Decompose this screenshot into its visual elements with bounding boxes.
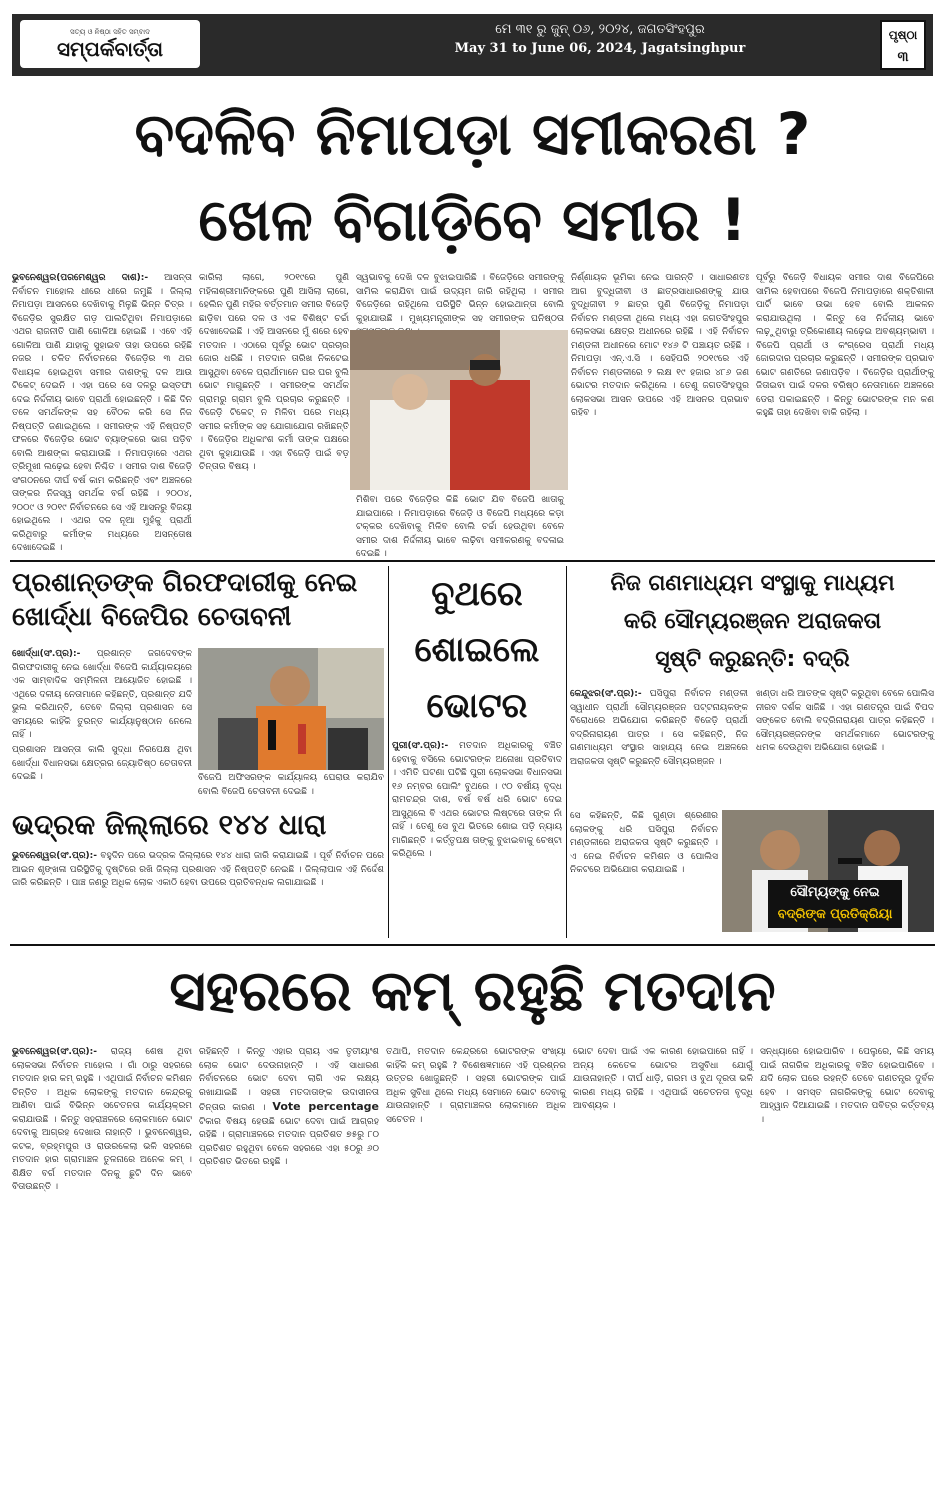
divider-rule (10, 560, 935, 562)
urban-col4: ଭୋଟ ଦେବା ପାଇଁ ଏକ କାରଣ ହୋଇପାରେ ନାହିଁ । ଅନ୍ୟ କେତେକ ଭୋଟର ଅସୁବିଧା ଯୋଗୁଁ ଯାଉନାହାନ୍ତି । ଦୀର୍ଘ ଧାଡ଼ି, ଗରମ ଓ ବୁଥ ଦୂରତା ଭଳି କାରଣ ମଧ୍ୟ ରହିଛି । ଏଥିପାଇଁ ସଚେତନତା ବୃଦ୍ଧି ଆବଶ୍ୟକ । (573, 1047, 753, 1111)
lead-col3: ସ୍ୱଭାବକୁ ଦେଖି ଦଳ ବୁଝାଇପାରିଛି । ବିଜେଡ଼ିରେ ସମୀରଙ୍କୁ ସାମିଲ କରାଯିବା ପାଇଁ ଉଦ୍ୟମ ଜାରି ରହିଥିଲା । ସମୀର ବିଜେଡ଼ିରେ ରହିଥିଲେ ପରିସ୍ଥିତି ଭିନ୍ନ ହୋଇଥାନ୍ତା ବୋଲି କୁହାଯାଉଛି । ମୁଖ୍ୟମନ୍ତ୍ରୀଙ୍କ ସହ ସମୀରଙ୍କ ଘନିଷ୍ଠତା (356, 273, 564, 324)
badri-headline-line1: ନିଜ ଗଣମାଧ୍ୟମ ସଂସ୍ଥାକୁ ମାଧ୍ୟମ (610, 571, 895, 596)
lead-col4: ନିର୍ଣ୍ଣାୟକ ଭୂମିକା ନେଇ ପାରନ୍ତି । ସାଧାରଣତଃ ଆଗ ବୁଦ୍ଧିଜୀବୀ ଓ ଛାତ୍ରସାଧାରଣଙ୍କୁ ଯାଉ ବୁଦ୍ଧିଜୀବୀ ୨ ଛାତ୍ର ପୁଣି ବିଜେଡ଼ିକୁ ନିମାପଡ଼ା ନିର୍ବାଚନ ମଣ୍ଡଳୀ ଥିଲେ ମଧ୍ୟ ଏହା ଜଗତସିଂହପୁର ଲୋକସଭା କ୍ଷେତ୍ର ଅଧୀନରେ ରହିଛି । ଏହି ନିର୍ବାଚନ ମଣ୍ଡଳୀ ଅଧୀନରେ ମୋଟ ୧୪୬ ଟି ପଞ୍ଚାୟତ ରହିଛି । ନିମାପଡ଼ା ଏନ୍.ଏ.ସି । ସେହିପରି ୨୦୧୯ରେ ଏହି ନିର୍ବାଚନ ମଣ୍ଡଳୀରେ ୨ ଲକ୍ଷ ୧୯ ହଜାର ୪୮୬ ଜଣ ଭୋଟର ମତଦାନ କରିଥିଲେ । ତେଣୁ ଜଗତସିଂହପୁର ଲୋକସଭା ଆସନ ଉପରେ ଏହି ଆସନର ପ୍ରଭାବ ରହିବ । (571, 273, 749, 418)
caption-line1: ସୌମ୍ୟଙ୍କୁ ନେଇ (790, 885, 880, 900)
arrest-photo-image (198, 648, 384, 770)
lead-col5: ପୂର୍ବରୁ ବିଜେଡ଼ି ବିଧାୟକ ସମୀର ଦାଶ ବିଜେପିରେ ସାମିଲ ହେବାପରେ ବିଜେପି ନିମାପଡ଼ାରେ ଶକ୍ତିଶାଳୀ ପାର୍ଟି ଭାବେ ଉଭା ହେବ ବୋଲି ଆକଳନ କରାଯାଉଥିଲା । କିନ୍ତୁ ସେ ନିର୍ଦ୍ଦଳୀୟ ଭାବେ ଲଢ଼ୁଥିବାରୁ ତ୍ରିକୋଣୀୟ ଲଢ଼େଇ ଅବଶ୍ୟମ୍ଭାବୀ । ବିଜେପି ପ୍ରାର୍ଥୀ ଓ କଂଗ୍ରେସ ପ୍ରାର୍ଥୀ ମଧ୍ୟ ଜୋରଦାର ପ୍ରଚାର କରୁଛନ୍ତି । ସମୀରଙ୍କ ପ୍ରଭାବ ଭୋଟ ଗଣତିରେ ଜଣାପଡ଼ିବ । ବିଜେଡ଼ିର ପ୍ରାର୍ଥୀଙ୍କୁ ଜିତାଇବା ପାଇଁ ଦଳର ବରିଷ୍ଠ ନେତାମାନେ ଅଞ୍ଚଳରେ ଡେରା ପକାଇଛନ୍ତି । କିନ୍ତୁ ଭୋଟରଙ୍କ ମନ କଣ କହୁଛି ତାହା ଦେଖିବା ବାକି ରହିଲା । (756, 273, 934, 418)
bhadrak-body (12, 850, 384, 944)
badri-col1b: ସେ କହିଛନ୍ତି, କିଛି ଗୁଣ୍ଡା ଶ୍ରେଣୀର ଲୋକଙ୍କୁ ଧରି ଘସିପୁରା ନିର୍ବାଚନ ମଣ୍ଡଳୀରେ ଅରାଜକତା ସୃଷ୍ଟି କରୁଛନ୍ତି । ଏ ନେଇ ନିର୍ବାଚନ କମିଶନ ଓ ପୋଲିସ ନିକଟରେ ଅଭିଯୋଗ କରାଯାଇଛି । (570, 811, 718, 875)
lead-headline-line2: ଖେଳ ବିଗାଡ଼ିବେ ସମୀର ! (198, 186, 747, 254)
arrest-body3: ବିଜେପି ଅଫିସରଙ୍କ କାର୍ଯ୍ୟାଳୟ ଘେରାଉ କରାଯିବ ବୋଲି ବିଜେପି ଚେତାବନୀ ଦେଇଛି । (198, 773, 384, 797)
urban-col2b-text: ଟିକାର ବିଷୟ ହେଉଛି ଭୋଟ ଦେବା ପାଇଁ ଆଗ୍ରହ ରହିଛି । ଗ୍ରାମାଞ୍ଚଳରେ ମତଦାନ ପ୍ରତିଶତ ୭୫ରୁ ୮୦ ପ୍ରତିଶତ ରହୁଥିବା ବେଳେ ସହରରେ ଏହା ୫୦ରୁ ୬୦ ପ୍ରତିଶତ ଭିତରେ ରହୁଛି । (199, 1116, 379, 1167)
arrest-body-text: ପ୍ରଶାନ୍ତ ଜଗଦେବଙ୍କ ଗିରଫଦାରୀକୁ ନେଇ ଖୋର୍ଦ୍ଧା ବିଜେପି କାର୍ଯ୍ୟାଳୟରେ ଏକ ସାମ୍ବାଦିକ ସମ୍ମିଳନୀ ଆୟୋଜିତ ହୋଇଛି । ଏଥିରେ ଦଳୀୟ ନେତାମାନେ କହିଛନ୍ତି, ପ୍ରଶାନ୍ତ ଯଦି ଭୁଲ କରିଥାନ୍ତି, ତେବେ ଜିଲ୍ଲା ପ୍ରଶାସନ ସେ ସମୟରେ କାହିଁକି ତୁରନ୍ତ କାର୍ଯ୍ୟାନୁଷ୍ଠାନ ନେଲେ ନାହିଁ । (12, 649, 192, 740)
lead-dateline: ଭୁବନେଶ୍ୱର(ପରମେଶ୍ୱର ଦାଶ):- (12, 273, 149, 283)
urban-col2 (199, 1046, 379, 1486)
urban-col1 (12, 1046, 192, 1486)
lead-col1-text: ଆସନ୍ତା ନିର୍ବାଚନ ମାହୋଲ ଧୀରେ ଧୀରେ ଜମୁଛି । ଜିଲ୍ଲା ନିମାପଡ଼ା ଆସନରେ ଦେଖିବାକୁ ମିଳୁଛି ଭିନ୍ନ ଚିତ୍ର । ବିଜେଡ଼ିର ସୁରକ୍ଷିତ ଗଡ଼ ପାଲଟିଥିବା ନିମାପଡ଼ାରେ ଏଥର ରାଜନୀତି ପାଣି ଗୋଳିଆ ହୋଇଛି । ଏବେ ଏହି ଗୋଳିଆ ପାଣି ଯାହାକୁ ସୁହାଇବ ତାହା ଉପରେ ରହିଛି ନଜର । ଚଳିତ ନିର୍ବାଚନରେ ବିଜେଡ଼ିର ୩ ଥର ବିଧାୟକ ହୋଇଥିବା ସମୀର ଦାଶଙ୍କୁ ଦଳ ଆଉ ଟିକେଟ୍ ଦେଇନି । ଏହା ପରେ ସେ ଦଳରୁ ଇସ୍ତଫା ଦେଇ ନିର୍ଦ୍ଦଳୀୟ ଭାବେ ପ୍ରାର୍ଥୀ ହୋଇଛନ୍ତି । କିଛି ଦିନ ତଳେ ସମର୍ଥକଙ୍କ ସହ ବୈଠକ କରି ସେ ନିଜ ନିଷ୍ପତ୍ତି ଜଣାଇଥିଲେ । ସମୀରଙ୍କ ଏହି ନିଷ୍ପତ୍ତି ଫଳରେ ବିଜେଡ଼ିର ଭୋଟ ବ୍ୟାଙ୍କରେ ଭାଗ ପଡ଼ିବ ବୋଲି ଆଶଙ୍କା କରାଯାଉଛି । ନିମାପଡ଼ାରେ ଏଥର ତ୍ରିମୁଖୀ ଲଢ଼େଇ ହେବା ନିଶ୍ଚିତ । ସମୀର ଦାଶ ବିଜେଡ଼ି ସଂଗଠନରେ ଦୀର୍ଘ ବର୍ଷ କାମ କରିଛନ୍ତି ଏବଂ ଅଞ୍ଚଳରେ ତାଙ୍କର ନିଜସ୍ୱ ସମର୍ଥକ ବର୍ଗ ରହିଛି । ୨୦୦୪, ୨୦୦୯ ଓ ୨୦୧୯ ନିର୍ବାଚନରେ ସେ ଏହି ଆସନରୁ ବିଜୟୀ ହୋଇଥିଲେ । ଏଥର ଦଳ ନୂଆ ମୁହଁକୁ ପ୍ରାର୍ଥୀ କରିଥିବାରୁ କର୍ମୀଙ୍କ ମଧ୍ୟରେ ଅସନ୍ତୋଷ ଦେଖାଦେଇଛି । (12, 273, 192, 553)
page-number: ୩ (897, 49, 909, 65)
badri-col1 (570, 688, 748, 806)
caption-line2: ବଦ୍ରିଙ୍କ ପ୍ରତିକ୍ରିୟା (777, 907, 893, 922)
page-label: ପୃଷ୍ଠା (888, 28, 918, 42)
badri-photo (722, 810, 934, 932)
badri-col2: ଖଣ୍ଡା ଧରି ଆତଙ୍କ ସୃଷ୍ଟି କରୁଥିବା ବେଳେ ପୋଲିସ ନୀରବ ଦର୍ଶକ ସାଜିଛି । ଏହା ଗଣତନ୍ତ୍ର ପାଇଁ ବିପଦ ସଙ୍କେତ ବୋଲି ବଦ୍ରିନାରାୟଣ ପାତ୍ର କହିଛନ୍ତି । ସୌମ୍ୟରଞ୍ଜନଙ୍କ ସମର୍ଥକମାନେ ଭୋଟରଙ୍କୁ ଧମକ ଦେଉଥିବା ଅଭିଯୋଗ ହୋଇଛି । (756, 689, 934, 753)
lead-col2: କାରିଲା ଲାଗେ, ୨୦୧୯ରେ ପୁଣି ମହିଳାଶ୍ରୀମାନିଙ୍କରେ ପୁଣି ଆସିଲା ଲାଗେ, ହେଲିନ ପୁଣି ମହିର ବର୍ତ୍ତମାନ ସମୀର ବିଜେଡ଼ି ଛାଡ଼ିବା ପରେ ଦଳ ଓ ଏକ ବିଶିଷ୍ଟ ଚର୍ଚ୍ଚା ଦେଖାଦେଇଛି । ଏହି ଆସନରେ ମୁଁ ଶରେ ହେବ ମତଦାନ । ଏଠାରେ ପୂର୍ବରୁ ଭୋଟ ପ୍ରଚାର ଜୋର ଧରିଛି । ମତଦାନ ତାରିଖ ନିକଟେଇ ଆସୁଥିବା ବେଳେ ପ୍ରାର୍ଥୀମାନେ ଘର ଘର ବୁଲି ଭୋଟ ମାଗୁଛନ୍ତି । ସମୀରଙ୍କ ସମର୍ଥକ ଗ୍ରାମରୁ ଗ୍ରାମ ବୁଲି ପ୍ରଚାର କରୁଛନ୍ତି । ବିଜେଡ଼ି ଟିକେଟ୍ ନ ମିଳିବା ପରେ ମଧ୍ୟ ସମୀର କର୍ମୀଙ୍କ ସହ ଯୋଗାଯୋଗ ରଖିଛନ୍ତି । ବିଜେଡ଼ିର ଅଧିକାଂଶ କର୍ମୀ ତାଙ୍କ ପକ୍ଷରେ ଥିବା କୁହାଯାଉଛି । ଏହା ବିଜେଡ଼ି ପାଇଁ ବଡ଼ ଚିନ୍ତାର ବିଷୟ । (199, 273, 349, 472)
booth-body (392, 740, 562, 938)
bhadrak-headline: ଭଦ୍ରକ ଜିଲ୍ଲାରେ ୧୪୪ ଧାରା (12, 808, 327, 841)
urban-headline: ସହରରେ କମ୍ ରହୁଛି ମତଦାନ (169, 959, 776, 1024)
urban-col5: ସନ୍ଧ୍ୟାରେ ହୋଇପାରିବ । ପେଲୁରେ, କିଛି ସମୟ ପାଇଁ ନାଗରିକ ଅଧିକାରକୁ ବଞ୍ଚିତ ହୋଇପାରିବେ । ଯଦି ଲୋକ ଘରେ ରହନ୍ତି ତେବେ ଗଣତନ୍ତ୍ର ଦୁର୍ବଳ ହେବ । ସମସ୍ତ ନାଗରିକଙ୍କୁ ଭୋଟ ଦେବାକୁ ଆହ୍ୱାନ ଦିଆଯାଇଛି । ମତଦାନ ପବିତ୍ର କର୍ତ୍ତବ୍ୟ । (760, 1047, 934, 1125)
column-rule-right (566, 566, 567, 938)
urban-col2-text: ରହିଛନ୍ତି । କିନ୍ତୁ ଏହାର ପ୍ରାୟ ଏକ ତୃତୀୟାଂଶ ଲୋକ ଭୋଟ ଦେଉନାହାନ୍ତି । ଏହି ସାଧାରଣ ନିର୍ବାଚନରେ ଭୋଟ ଦେବା ଲାଗି ଏକ ଲକ୍ଷ୍ୟ ରଖାଯାଇଛି । ସହରୀ ମତଦାତାଙ୍କ ଉଦାସୀନତା ଚିନ୍ତାର କାରଣ । (199, 1047, 379, 1113)
column-rule-left (388, 566, 389, 938)
badri-headline-line2: କରି ସୌମ୍ୟରଞ୍ଜନ ଅରାଜକତା (623, 609, 882, 634)
arrest-headline: ପ୍ରଶାନ୍ତଙ୍କ ଗିରଫଦାରୀକୁ ନେଇ ଖୋର୍ଦ୍ଧା ବିଜେପିର ଚେତାବନୀ (12, 568, 358, 632)
arrest-body (12, 648, 192, 742)
arrest-body2: ପ୍ରଶାସନ ଆସନ୍ତା କାଲି ସୁଦ୍ଧା ନିରପେକ୍ଷ ଥିବା ଖୋର୍ଦ୍ଧା ବିଧାନସଭା କ୍ଷେତ୍ରର ଜ୍ୟୋତିଷ୍ଠ ଚେତାବନୀ ଦେଇଛି । (12, 745, 192, 782)
bhadrak-body-text: ବହୁଦିନ ପରେ ଭଦ୍ରକ ଜିଲ୍ଲାରେ ୧୪୪ ଧାରା ଜାରି କରାଯାଇଛି । ପୂର୍ବ ନିର୍ବାଚନ ପରେ ଆଇନ ଶୃଙ୍ଖଳା ପରିସ୍ଥିତିକୁ ଦୃଷ୍ଟିରେ ରଖି ଜିଲ୍ଲା ପ୍ରଶାସନ ଏହି ନିଷ୍ପତ୍ତି ନେଇଛି । ଜିଲ୍ଲାପାଳ ଏହି ନିର୍ଦ୍ଦେଶ ଜାରି କରିଛନ୍ତି । ପାଞ୍ଚ ଜଣରୁ ଅଧିକ ଲୋକ ଏକାଠି ହେବା ଉପରେ ପ୍ରତିବନ୍ଧକ ଲଗାଯାଇଛି । (12, 851, 384, 888)
booth-body-text: ମତଦାନ ଅଧିକାରକୁ ବଞ୍ଚିତ ହେବାକୁ ବସିଲେ ଭୋଟରଙ୍କ ଅନୋଖା ପ୍ରତିବାଦ । ଏମିତି ଘଟଣା ଘଟିଛି ପୁରୀ ଲୋକସଭା ବିଧାନସଭା ୧୬ ନମ୍ବର ପୋଲିଂ ବୁଥରେ । ୯୦ ବର୍ଷୀୟ ବୃଦ୍ଧ ରାମଚନ୍ଦ୍ର ଦାଶ, ବର୍ଷ ବର୍ଷ ଧରି ଭୋଟ ଦେଇ ଆସୁଥିଲେ ବି ଏଥର ଭୋଟର ଲିଷ୍ଟରେ ତାଙ୍କ ନାଁ ନାହିଁ । ତେଣୁ ସେ ବୁଥ ଭିତରେ ଶୋଇ ପଡ଼ି ନ୍ୟାୟ ମାଗିଛନ୍ତି । କର୍ତ୍ତୃପକ୍ଷ ତାଙ୍କୁ ବୁଝାଇବାକୁ ଚେଷ୍ଟା କରିଥିଲେ । (392, 741, 562, 859)
lead-photo (350, 330, 568, 490)
date-odia: ମେ ୩୧ ରୁ ଜୁନ୍ ୦୬, ୨୦୨୪, ଜଗତସିଂହପୁର (495, 22, 705, 37)
badri-photo-caption (768, 880, 902, 928)
lead-headline-line1: ବଦଳିବ ନିମାପଡ଼ା ସମୀକରଣ ? (134, 100, 811, 168)
urban-dateline: ଭୁବନେଶ୍ୱର(ସଂ.ପ୍ର):- (12, 1047, 97, 1057)
urban-col3: ତଥାପି, ମତଦାନ କେନ୍ଦ୍ରରେ ଭୋଟରଙ୍କ ସଂଖ୍ୟା କାହିଁକି କମ୍ ରହୁଛି ? ବିଶେଷଜ୍ଞମାନେ ଏହି ପ୍ରଶ୍ନର ଉତ୍ତର ଖୋଜୁଛନ୍ତି । ସହରୀ ଭୋଟରଙ୍କ ପାଇଁ ଅଧିକ ସୁବିଧା ଥିଲେ ମଧ୍ୟ ସେମାନେ ଭୋଟ ଦେବାକୁ ଯାଉନାହାନ୍ତି । ଗ୍ରାମାଞ୍ଚଳର ଲୋକମାନେ ଅଧିକ ସଚେତନ । (386, 1047, 566, 1125)
urban-col1-text: ରାଜ୍ୟ ଶେଷ ଥିବା ଲୋକସଭା ନିର୍ବାଚନ ମାହୋଲ । ଗାଁ ଠାରୁ ସହରରେ ମତଦାନ ହାର କମ୍ ରହୁଛି । ଏଥିପାଇଁ ନିର୍ବାଚନ କମିଶନ ଚିନ୍ତିତ । ଅଧିକ ଲୋକଙ୍କୁ ମତଦାନ କେନ୍ଦ୍ରକୁ ଆଣିବା ପାଇଁ ବିଭିନ୍ନ ସଚେତନତା କାର୍ଯ୍ୟକ୍ରମ କରାଯାଉଛି । କିନ୍ତୁ ସହରାଞ୍ଚଳରେ ଲୋକମାନେ ଭୋଟ ଦେବାକୁ ଆଗ୍ରହ ଦେଖାଉ ନାହାନ୍ତି । ଭୁବନେଶ୍ୱର, କଟକ, ବ୍ରହ୍ମପୁର ଓ ରାଉରକେଲା ଭଳି ସହରରେ ମତଦାନ ହାର ଗ୍ରାମାଞ୍ଚଳ ତୁଳନାରେ ଅନେକ କମ୍ । ଶିକ୍ଷିତ ବର୍ଗ ମତଦାନ ଦିନକୁ ଛୁଟି ଦିନ ଭାବେ ବିତାଉଛନ୍ତି । (12, 1047, 192, 1192)
arrest-dateline: ଖୋର୍ଦ୍ଧା(ସଂ.ପ୍ର):- (12, 649, 81, 659)
badri-dateline: କେନ୍ଦୁଝର(ସଂ.ପ୍ର):- (570, 689, 642, 699)
logo-tagline: ସତ୍ୟ ଓ ନିଷ୍ଠା ସହିତ ସମ୍ବାଦ (70, 27, 150, 36)
lead-photo-image (350, 330, 568, 490)
urban-vote-percentage: Vote percentage (272, 1100, 379, 1113)
newspaper-logo (20, 20, 200, 68)
lead-col1 (12, 272, 192, 554)
lead-col3-bottom: ମିଶିବା ପରେ ବିଜେଡ଼ିର କିଛି ଭୋଟ ଯିବ ବିଜେପି ଖାତାକୁ ଯାଇପାରେ । ନିମାପଡ଼ାରେ ବିଜେଡ଼ି ଓ ବିଜେପି ମଧ୍ୟରେ କଡ଼ା ଟକ୍କର ଦେଖିବାକୁ ମିଳିବ ବୋଲି ଚର୍ଚ୍ଚା ହେଉଥିବା ବେଳେ ସମୀର ଦାଶ ନିର୍ଦ୍ଦଳୀୟ ଭାବେ ଲଢ଼ିବା ସମୀକରଣକୁ ବଦଳାଇ ଦେଇଛି । (356, 495, 564, 559)
bhadrak-dateline: ଭୁବନେଶ୍ୱର(ସଂ.ପ୍ର):- (12, 851, 97, 861)
badri-col1-text: ଘସିପୁରା ନିର୍ବାଚନ ମଣ୍ଡଳୀ ସ୍ୱାଧୀନ ପ୍ରାର୍ଥୀ ସୌମ୍ୟରଞ୍ଜନ ପଟ୍ଟନାୟକଙ୍କ ବିରୋଧରେ ଅଭିଯୋଗ କରିଛନ୍ତି ବିଜେଡ଼ି ପ୍ରାର୍ଥୀ ବଦ୍ରିନାରାୟଣ ପାତ୍ର । ସେ କହିଛନ୍ତି, ନିଜ ଗଣମାଧ୍ୟମ ସଂସ୍ଥାର ସାହାଯ୍ୟ ନେଇ ଅଞ୍ଚଳରେ ଅରାଜକତା ସୃଷ୍ଟି କରୁଛନ୍ତି ସୌମ୍ୟରଞ୍ଜନ । (570, 689, 748, 767)
arrest-photo (198, 648, 384, 770)
issue-dates (420, 22, 780, 56)
booth-headline: ବୁଥରେ ଶୋଇଲେ ଭୋଟର (414, 574, 540, 726)
badri-headline-line3: ସୃଷ୍ଟି କରୁଛନ୍ତି: ବଦ୍ରି (655, 647, 850, 672)
booth-dateline: ପୁରୀ(ସଂ.ପ୍ର):- (392, 741, 449, 751)
date-english: May 31 to June 06, 2024, Jagatsinghpur (454, 41, 746, 56)
logo-name: ସମ୍ପର୍କବାର୍ତ୍ତା (56, 36, 164, 61)
divider-rule-2 (10, 944, 935, 946)
page-number-box (880, 20, 926, 70)
